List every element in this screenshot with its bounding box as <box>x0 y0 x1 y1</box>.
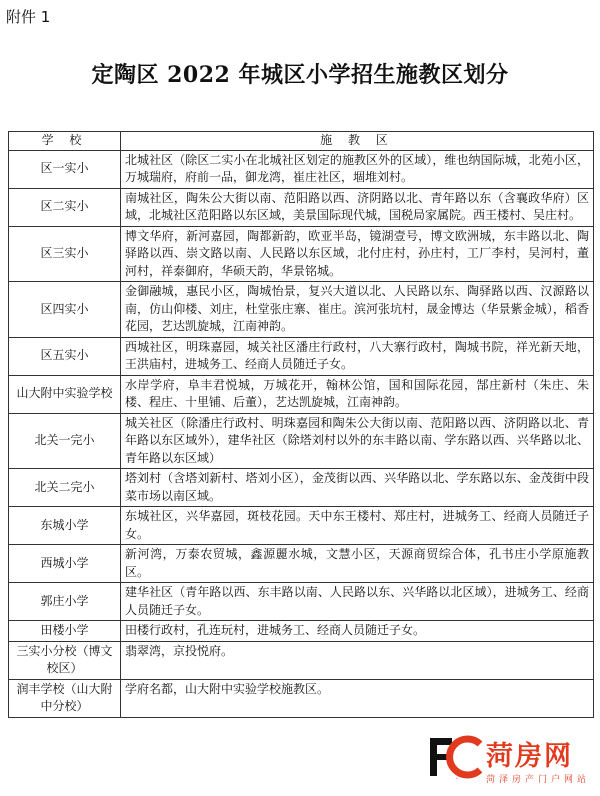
table-header-row <box>9 132 594 151</box>
district-area-cell: 建华社区（青年路以西、东丰路以南、人民路以东、兴华路以北区域），进城务工、经商人员随迁子女。 <box>121 583 594 621</box>
district-area-cell: 田楼行政村，孔连玩村，进城务工、经商人员随迁子女。 <box>121 621 594 642</box>
district-area-cell: 南城社区，陶朱公大街以南、范阳路以西、济阴路以北、青年路以东（含襄政华府）区域，北城社区范阳路以东区域，美景国际现代城，国税局家属院。西王楼村、吴庄村。 <box>121 188 594 226</box>
header-area: 施 教 区 <box>121 132 594 151</box>
header-school: 学 校 <box>9 132 121 151</box>
school-name-cell: 区二实小 <box>9 188 121 226</box>
school-name-cell: 三实小分校（博文校区） <box>9 641 121 679</box>
district-area-cell: 新河湾，万泰农贸城，鑫源麗水城，文慧小区，天源商贸综合体，孔书庄小学原施教区。 <box>121 545 594 583</box>
school-name-cell: 北关二完小 <box>9 469 121 507</box>
table-row <box>9 337 594 375</box>
school-name-cell: 田楼小学 <box>9 621 121 642</box>
table-row <box>9 413 594 469</box>
school-name-cell: 区四实小 <box>9 282 121 338</box>
table-row <box>9 375 594 413</box>
logo-text: FC <box>456 778 459 780</box>
school-name-cell: 区一实小 <box>9 150 121 188</box>
school-name-cell: 润丰学校（山大附中分校） <box>9 679 121 717</box>
site-name: 菏房网 <box>486 741 573 772</box>
table-row <box>9 188 594 226</box>
school-name-cell: 西城小学 <box>9 545 121 583</box>
school-name-cell: 区五实小 <box>9 337 121 375</box>
table-row <box>9 150 594 188</box>
district-area-cell: 学府名都，山大附中实验学校施教区。 <box>121 679 594 717</box>
page-title: 定陶区 2022 年城区小学招生施教区划分 <box>91 62 509 88</box>
table-row <box>9 507 594 545</box>
school-district-table <box>8 131 594 718</box>
district-area-cell: 东城社区，兴华嘉园，斑枝花园。天中东王楼村、郑庄村，进城务工、经商人员随迁子女。 <box>121 507 594 545</box>
site-subtitle: 菏泽房产门户网站 <box>486 775 591 785</box>
district-area-cell: 塔刘村（含塔刘新村、塔刘小区），金茂街以西、兴华路以北、学东路以东、金茂街中段菜市场以南区域。 <box>121 469 594 507</box>
school-name-cell: 东城小学 <box>9 507 121 545</box>
district-area-cell: 西城社区，明珠嘉园，城关社区潘庄行政村，八大寨行政村，陶城书院，祥光新天地，王洪庙村，进城务工、经商人员随迁子女。 <box>121 337 594 375</box>
district-area-cell: 北城社区（除区二实小在北城社区划定的施教区外的区域），维也纳国际城，北苑小区，万城瑞府，府前一品，御龙湾，崔庄社区，堌堆刘村。 <box>121 150 594 188</box>
table-row <box>9 641 594 679</box>
district-area-cell: 水岸学府，阜丰君悦城，万城花开，翰林公馆，国和国际花园，郜庄新村（朱庄、朱楼、程庄、十里铺、后董），艺达凯旋城，江南神韵。 <box>121 375 594 413</box>
table-row <box>9 679 594 717</box>
table-row <box>9 621 594 642</box>
school-name-cell: 北关一完小 <box>9 413 121 469</box>
district-area-cell: 金御融城，惠民小区，陶城怡景，复兴大道以北、人民路以东、陶驿路以西、汉源路以南，仿山仰楼、刘庄，杜堂张庄寨、崔庄。滨河张坑村，晟金博达（华景紫金城），稻香花园，艺达凯旋城，江南神韵。 <box>121 282 594 338</box>
table-row <box>9 545 594 583</box>
school-name-cell: 郭庄小学 <box>9 583 121 621</box>
school-name-cell: 山大附中实验学校 <box>9 375 121 413</box>
site-watermark <box>428 734 596 792</box>
fc-logo-icon <box>428 734 484 780</box>
table-row <box>9 469 594 507</box>
table-row <box>9 282 594 338</box>
district-area-cell: 博文华府，新河嘉园，陶都新韵，欧亚半岛，镜湖壹号，博文欧洲城，东丰路以北、陶驿路以西、崇文路以南、人民路以东区域，北付庄村，孙庄村，工厂李村，吴河村，董河村，祥泰御府，华硕天韵，华景铭城。 <box>121 226 594 282</box>
table-row <box>9 583 594 621</box>
table-row <box>9 226 594 282</box>
attachment-label: 附件 1 <box>6 8 51 26</box>
district-area-cell: 翡翠湾，京投悦府。 <box>121 641 594 679</box>
district-area-cell: 城关社区（除潘庄行政村、明珠嘉园和陶朱公大街以南、范阳路以西、济阴路以北、青年路以东区域外），建华社区（除塔刘村以外的东丰路以南、学东路以西、兴华路以北、青年路以东区域） <box>121 413 594 469</box>
school-name-cell: 区三实小 <box>9 226 121 282</box>
